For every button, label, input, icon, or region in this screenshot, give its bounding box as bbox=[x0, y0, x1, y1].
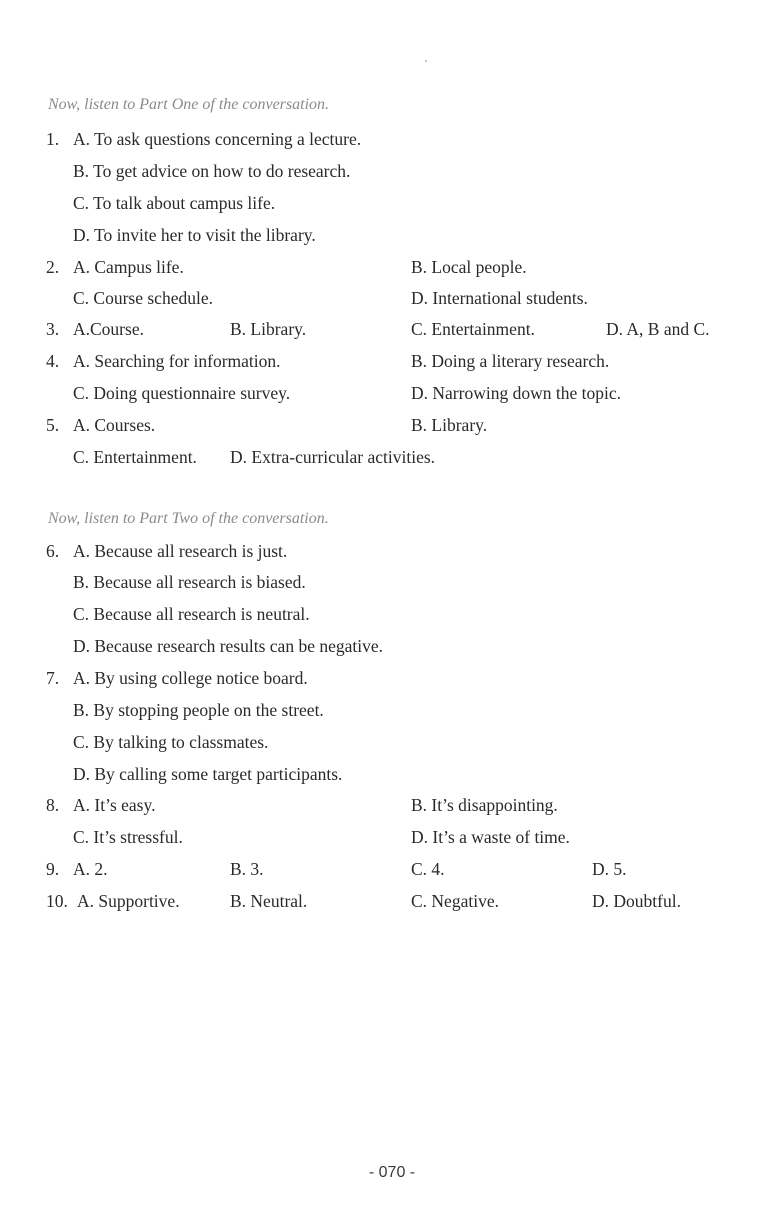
option-b: B. 3. bbox=[230, 859, 264, 879]
question-number: 8. bbox=[46, 795, 60, 815]
option-a: A. Supportive. bbox=[77, 891, 180, 911]
option-a: A. Because all research is just. bbox=[73, 541, 288, 561]
part-two-instruction: Now, listen to Part Two of the conversation. bbox=[48, 510, 329, 527]
option-b: B. Because all research is biased. bbox=[73, 572, 306, 592]
option-b: B. Local people. bbox=[411, 257, 527, 277]
option-d: D. Extra-curricular activities. bbox=[230, 447, 436, 467]
option-d: D. By calling some target participants. bbox=[73, 764, 343, 784]
option-c: C. To talk about campus life. bbox=[73, 193, 276, 213]
option-a: A. By using college notice board. bbox=[73, 668, 308, 688]
option-c: C. Doing questionnaire survey. bbox=[73, 383, 291, 403]
option-b: B. It’s disappointing. bbox=[411, 795, 558, 815]
option-a: A. To ask questions concerning a lecture. bbox=[73, 129, 362, 149]
option-b: B. Doing a literary research. bbox=[411, 351, 610, 371]
question-number: 9. bbox=[46, 859, 60, 879]
option-a: A. It’s easy. bbox=[73, 795, 156, 815]
page-number: - 070 - bbox=[368, 1164, 416, 1181]
option-b: B. Library. bbox=[230, 319, 307, 339]
option-c: C. Course schedule. bbox=[73, 288, 213, 308]
part-one-instruction: Now, listen to Part One of the conversation. bbox=[48, 96, 330, 113]
option-c: C. Entertainment. bbox=[411, 319, 535, 339]
option-a: A. Searching for information. bbox=[73, 351, 281, 371]
option-d: D. Doubtful. bbox=[592, 891, 681, 911]
scan-speck bbox=[425, 60, 427, 62]
question-number: 4. bbox=[46, 351, 60, 371]
option-b: B. Neutral. bbox=[230, 891, 308, 911]
option-a: A. 2. bbox=[73, 859, 108, 879]
question-number: 7. bbox=[46, 668, 60, 688]
option-d: D. Narrowing down the topic. bbox=[411, 383, 621, 403]
option-a: A. Courses. bbox=[73, 415, 156, 435]
question-number: 6. bbox=[46, 541, 60, 561]
option-b: B. Library. bbox=[411, 415, 488, 435]
option-d: D. It’s a waste of time. bbox=[411, 827, 570, 847]
option-c: C. Entertainment. bbox=[73, 447, 197, 467]
question-number: 3. bbox=[46, 319, 60, 339]
option-d: D. International students. bbox=[411, 288, 588, 308]
option-a: A. Campus life. bbox=[73, 257, 184, 277]
option-d: D. To invite her to visit the library. bbox=[73, 225, 316, 245]
option-b: B. To get advice on how to do research. bbox=[73, 161, 351, 181]
question-number: 2. bbox=[46, 257, 60, 277]
option-c: C. Negative. bbox=[411, 891, 499, 911]
option-d: D. 5. bbox=[592, 859, 627, 879]
option-c: C. 4. bbox=[411, 859, 445, 879]
option-c: C. It’s stressful. bbox=[73, 827, 183, 847]
option-c: C. By talking to classmates. bbox=[73, 732, 269, 752]
option-a: A.Course. bbox=[73, 319, 144, 339]
option-d: D. A, B and C. bbox=[606, 319, 710, 339]
question-number: 10. bbox=[46, 891, 68, 911]
option-b: B. By stopping people on the street. bbox=[73, 700, 324, 720]
option-d: D. Because research results can be negative. bbox=[73, 636, 383, 656]
question-number: 5. bbox=[46, 415, 60, 435]
question-number: 1. bbox=[46, 129, 60, 149]
option-c: C. Because all research is neutral. bbox=[73, 604, 310, 624]
